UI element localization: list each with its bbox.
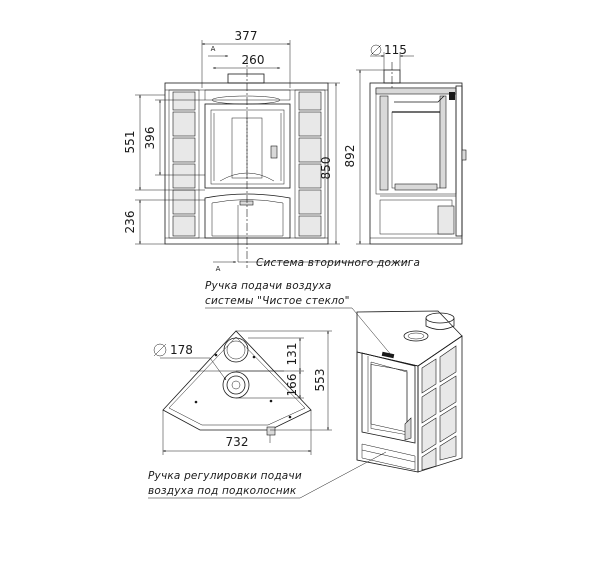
front-left-tile-column (169, 90, 199, 238)
callout-grate-air (148, 435, 386, 498)
isometric-view (357, 311, 462, 472)
dim-height-551: 551 (123, 130, 137, 154)
dim-plan-166: 166 (285, 373, 299, 397)
plan-dimensions (154, 331, 332, 455)
section-marker-bottom: A (215, 265, 221, 273)
dim-plan-flue-diameter: 178 (170, 343, 193, 357)
dim-plan-553: 553 (313, 368, 327, 392)
dim-flue-diameter: 115 (384, 43, 407, 57)
front-door (205, 104, 290, 188)
callout-secondary-burn (238, 205, 420, 269)
section-marker-top: A (210, 45, 216, 53)
label-clean-glass-line1: Ручка подачи воздуха (205, 280, 332, 292)
dim-plan-131: 131 (285, 342, 299, 366)
dim-side-height: 892 (343, 144, 357, 168)
dim-front-width: 377 (234, 29, 258, 43)
label-clean-glass-line2: системы "Чистое стекло" (205, 295, 350, 307)
front-ash-door (205, 194, 290, 238)
side-section-view (370, 62, 466, 244)
label-grate-air-line1: Ручка регулировки подачи (148, 470, 302, 482)
dim-plan-width: 732 (225, 435, 249, 449)
dim-height-850: 850 (319, 156, 333, 180)
front-view (165, 55, 328, 268)
dim-flue-width: 260 (241, 53, 265, 67)
dim-height-396: 396 (143, 126, 157, 150)
label-secondary-burn: Система вторичного дожига (256, 257, 421, 269)
side-dimensions (343, 43, 414, 244)
label-grate-air-line2: воздуха под подколосник (148, 485, 297, 497)
dim-height-236: 236 (123, 210, 137, 234)
